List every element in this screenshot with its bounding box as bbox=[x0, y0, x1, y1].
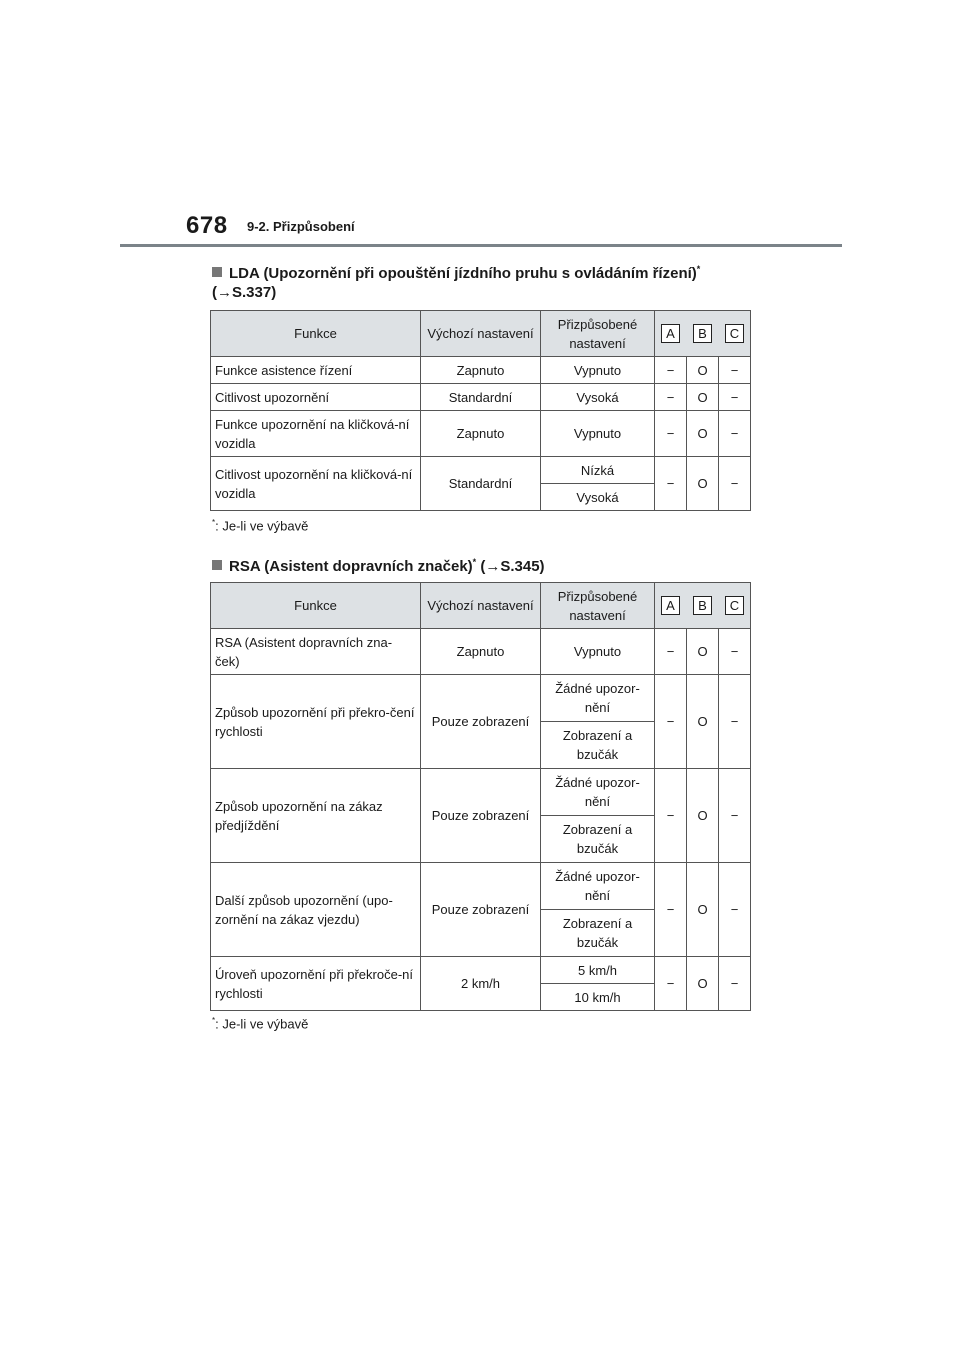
table-row bbox=[211, 863, 751, 910]
section-ref-lda: (→S.337) bbox=[212, 284, 277, 301]
cell-function: Funkce asistence řízení bbox=[211, 357, 421, 384]
header-abc bbox=[655, 311, 751, 357]
section-ref: (→S.345) bbox=[480, 558, 545, 575]
header-rule bbox=[120, 244, 842, 247]
header-function: Funkce bbox=[211, 311, 421, 357]
boxed-letter-c: C bbox=[725, 324, 744, 343]
cell-custom: Vypnuto bbox=[541, 357, 655, 384]
cell-function: Další způsob upozornění (upo-zornění na zákaz vjezdu) bbox=[211, 863, 421, 957]
cell-default: Zapnuto bbox=[421, 629, 541, 675]
cell-custom: Zobrazení a bzučák bbox=[541, 816, 655, 863]
section-title-rsa bbox=[212, 549, 545, 580]
running-head: 9-2. Přizpůsobení bbox=[247, 219, 355, 234]
cell-custom: 10 km/h bbox=[541, 984, 655, 1011]
table-row bbox=[211, 675, 751, 722]
cell-default: Standardní bbox=[421, 384, 541, 411]
boxed-letter-b: B bbox=[693, 324, 712, 343]
table-row bbox=[211, 411, 751, 457]
cell-custom: Žádné upozor-nění bbox=[541, 863, 655, 910]
footnote-lda bbox=[212, 518, 308, 533]
footnote-marker: * bbox=[696, 264, 701, 274]
table-row bbox=[211, 457, 751, 484]
cell-c: − bbox=[719, 457, 751, 511]
cell-function: Funkce upozornění na kličková-ní vozidla bbox=[211, 411, 421, 457]
cell-custom: Žádné upozor-nění bbox=[541, 769, 655, 816]
cell-default: Standardní bbox=[421, 457, 541, 511]
cell-b: O bbox=[687, 769, 719, 863]
cell-function: Citlivost upozornění na kličková-ní vozidla bbox=[211, 457, 421, 511]
table-row bbox=[211, 384, 751, 411]
cell-a: − bbox=[655, 769, 687, 863]
cell-c: − bbox=[719, 769, 751, 863]
cell-b: O bbox=[687, 863, 719, 957]
cell-function: Citlivost upozornění bbox=[211, 384, 421, 411]
cell-b: O bbox=[687, 675, 719, 769]
cell-default: Zapnuto bbox=[421, 357, 541, 384]
footnote-marker: * bbox=[212, 518, 216, 527]
cell-custom: Vypnuto bbox=[541, 411, 655, 457]
cell-default: Pouze zobrazení bbox=[421, 769, 541, 863]
cell-c: − bbox=[719, 411, 751, 457]
boxed-letter-c: C bbox=[725, 596, 744, 615]
footnote-rsa bbox=[212, 1016, 308, 1031]
cell-custom: Zobrazení a bzučák bbox=[541, 722, 655, 769]
cell-custom: 5 km/h bbox=[541, 957, 655, 984]
header-default: Výchozí nastavení bbox=[421, 311, 541, 357]
cell-b: O bbox=[687, 457, 719, 511]
cell-c: − bbox=[719, 629, 751, 675]
footnote-separator: : bbox=[215, 1016, 219, 1032]
footnote-text: Je-li ve výbavě bbox=[222, 518, 309, 534]
table-row bbox=[211, 769, 751, 816]
cell-a: − bbox=[655, 384, 687, 411]
lda-settings-table bbox=[210, 310, 751, 511]
header-function: Funkce bbox=[211, 583, 421, 629]
footnote-text: Je-li ve výbavě bbox=[222, 1016, 309, 1032]
section-title-text: RSA (Asistent dopravních značek) bbox=[229, 558, 473, 575]
cell-custom: Nízká bbox=[541, 457, 655, 484]
cell-custom: Vysoká bbox=[541, 384, 655, 411]
cell-c: − bbox=[719, 863, 751, 957]
cell-b: O bbox=[687, 411, 719, 457]
table-row bbox=[211, 629, 751, 675]
cell-custom: Vysoká bbox=[541, 484, 655, 511]
cell-custom: Zobrazení a bzučák bbox=[541, 910, 655, 957]
cell-custom: Vypnuto bbox=[541, 629, 655, 675]
cell-function: Způsob upozornění na zákaz předjíždění bbox=[211, 769, 421, 863]
header-custom: Přizpůsobené nastavení bbox=[541, 311, 655, 357]
footnote-marker: * bbox=[212, 1016, 216, 1025]
table-row bbox=[211, 357, 751, 384]
header-default: Výchozí nastavení bbox=[421, 583, 541, 629]
header-custom: Přizpůsobené nastavení bbox=[541, 583, 655, 629]
cell-a: − bbox=[655, 357, 687, 384]
section-title-lda bbox=[212, 256, 700, 287]
cell-b: O bbox=[687, 357, 719, 384]
cell-a: − bbox=[655, 629, 687, 675]
section-title-text: LDA (Upozornění při opouštění jízdního pruhu s ovládáním řízení) bbox=[229, 265, 697, 282]
cell-a: − bbox=[655, 957, 687, 1011]
header-abc bbox=[655, 583, 751, 629]
cell-c: − bbox=[719, 957, 751, 1011]
table-row bbox=[211, 957, 751, 984]
cell-function: Úroveň upozornění při překroče-ní rychlosti bbox=[211, 957, 421, 1011]
boxed-letter-a: A bbox=[661, 596, 680, 615]
footnote-separator: : bbox=[215, 518, 219, 534]
cell-default: Pouze zobrazení bbox=[421, 863, 541, 957]
cell-a: − bbox=[655, 675, 687, 769]
cell-function: Způsob upozornění při překro-čení rychlosti bbox=[211, 675, 421, 769]
cell-b: O bbox=[687, 629, 719, 675]
square-bullet-icon bbox=[212, 560, 222, 570]
cell-a: − bbox=[655, 863, 687, 957]
cell-c: − bbox=[719, 384, 751, 411]
cell-a: − bbox=[655, 411, 687, 457]
page-number: 678 bbox=[186, 212, 228, 239]
cell-default: Zapnuto bbox=[421, 411, 541, 457]
cell-function: RSA (Asistent dopravních zna-ček) bbox=[211, 629, 421, 675]
footnote-marker: * bbox=[472, 557, 477, 567]
cell-default: 2 km/h bbox=[421, 957, 541, 1011]
cell-c: − bbox=[719, 357, 751, 384]
boxed-letter-a: A bbox=[661, 324, 680, 343]
boxed-letter-b: B bbox=[693, 596, 712, 615]
rsa-settings-table bbox=[210, 582, 751, 1011]
cell-default: Pouze zobrazení bbox=[421, 675, 541, 769]
square-bullet-icon bbox=[212, 267, 222, 277]
cell-custom: Žádné upozor-nění bbox=[541, 675, 655, 722]
cell-b: O bbox=[687, 957, 719, 1011]
cell-a: − bbox=[655, 457, 687, 511]
cell-c: − bbox=[719, 675, 751, 769]
cell-b: O bbox=[687, 384, 719, 411]
